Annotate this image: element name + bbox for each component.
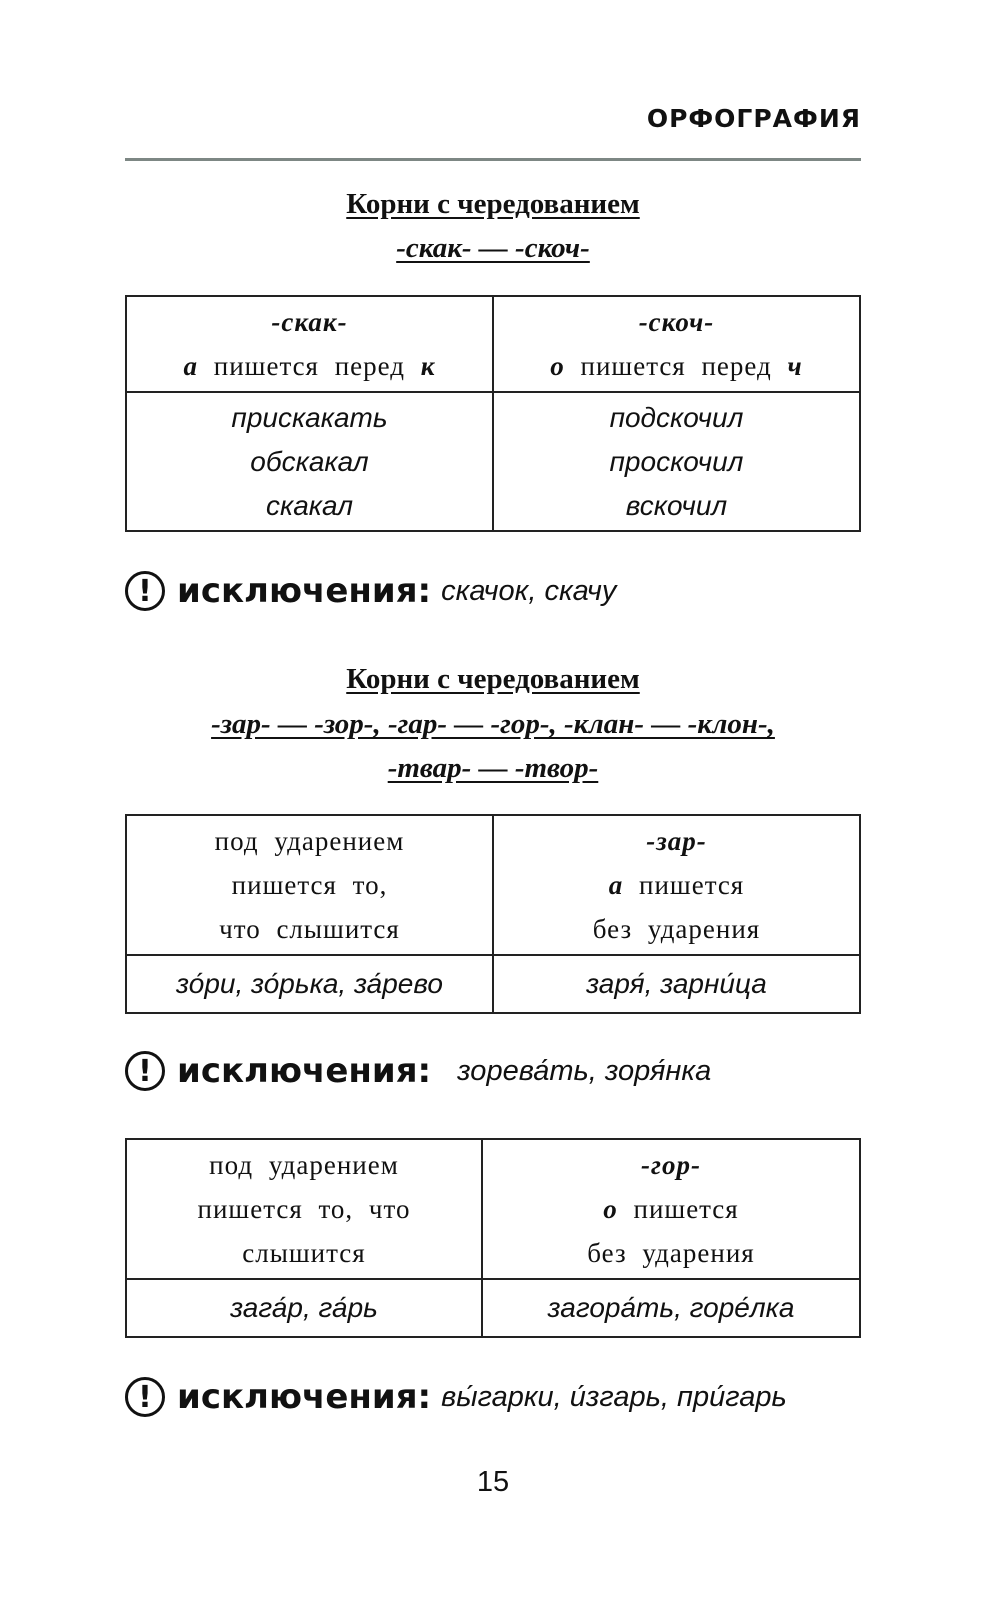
section2-subtitle-2: -твар- — -твор- [387,752,599,784]
gor-rule-cell: -гор- о пишется без ударения [482,1139,860,1279]
section1-title: Корни с чередованием [346,188,640,220]
exceptions-skak: ! исключения: скачок, скачу [125,566,885,616]
example-word: проскочил [609,445,744,477]
zar-zor-table [125,814,861,1014]
example-word: вскочил [625,489,728,521]
skoch-rule-cell: -скоч- о пишется перед ч [493,296,860,392]
section1-subtitle: -скак- — -скоч- [396,232,590,264]
skak-rule-cell: -скак- а пишется перед к [126,296,493,392]
skak-skoch-table [125,295,861,532]
exceptions-zar: ! исключения: зорева́ть, зоря́нка [125,1046,885,1096]
skak-examples-cell [126,392,493,531]
section-header: ОРФОГРАФИЯ [646,104,861,133]
zor-examples-cell: зо́ри, зо́рька, за́рево [126,955,493,1013]
example-word: обскакал [250,445,369,477]
stressed-rule-cell: под ударением пишется то, что слышится [126,815,493,955]
gar-gor-table [125,1138,861,1338]
zar-examples-cell: заря́, зарни́ца [493,955,860,1013]
exclamation-icon: ! [125,1377,165,1417]
page-number: 15 [476,1466,510,1498]
zar-rule-cell: -зар- а пишется без ударения [493,815,860,955]
skoch-examples-cell [493,392,860,531]
section2-subtitle: -зар- — -зор-, -гар- — -гор-, -клан- — -клон-, [211,708,775,740]
exclamation-icon: ! [125,1051,165,1091]
gor-examples-cell: загора́ть, горе́лка [482,1279,860,1337]
exclamation-icon: ! [125,571,165,611]
gar-examples-cell: зага́р, га́рь [126,1279,482,1337]
example-word: скакал [265,489,354,521]
stressed-rule-cell: под ударением пишется то, что слышится [126,1139,482,1279]
header-divider [125,158,861,161]
exceptions-gar: ! исключения: вы́гарки, и́згарь, при́гарь [125,1372,885,1422]
example-word: прискакать [231,401,388,433]
section2-title: Корни с чередованием [346,663,640,695]
example-word: подскочил [609,401,744,433]
